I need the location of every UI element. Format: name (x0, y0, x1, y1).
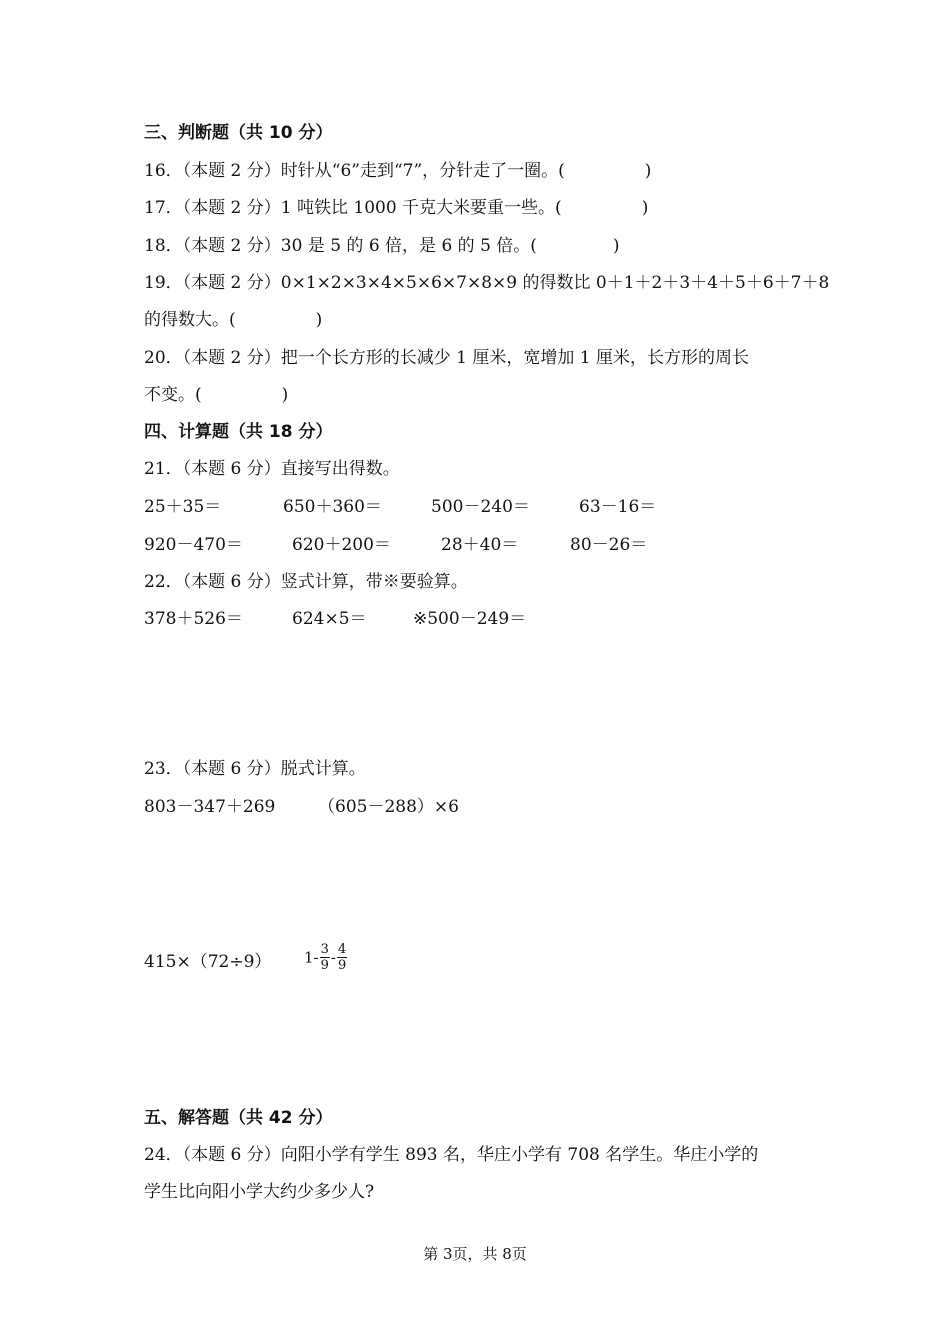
question-23: 23．（本题 6 分）脱式计算。 (144, 759, 366, 779)
q22-item: 624×5＝ (292, 609, 367, 629)
q21-item: 620＋200＝ (292, 535, 391, 555)
q21-item: 25＋35＝ (144, 497, 222, 517)
fraction-numerator: 4 (337, 942, 347, 957)
question-19-line1: 19．（本题 2 分）0×1×2×3×4×5×6×7×8×9 的得数比 0＋1＋2＋3＋4＋5＋6＋7＋8 (144, 273, 830, 293)
question-17-close: ) (641, 198, 649, 218)
section-heading-judgment: 三、判断题（共 10 分） (144, 123, 333, 143)
frac-minus: - (330, 948, 336, 967)
q23-item: （605－288）×6 (318, 797, 459, 817)
question-19-close: ) (315, 310, 323, 330)
question-20-line2 (144, 383, 288, 407)
question-16 (144, 159, 651, 183)
fraction-denominator: 9 (337, 958, 347, 973)
question-18 (144, 234, 620, 258)
question-18-text: 18．（本题 2 分）30 是 5 的 6 倍，是 6 的 5 倍。( (144, 236, 537, 256)
page-footer: 第 3页，共 8页 (423, 1245, 527, 1263)
fraction (337, 942, 347, 973)
section-heading-solution: 五、解答题（共 42 分） (144, 1108, 333, 1128)
question-17-text: 17．（本题 2 分）1 吨铁比 1000 千克大米要重一些。( (144, 198, 562, 218)
fraction-numerator: 3 (320, 942, 329, 957)
q23-item: 415×（72÷9） (144, 952, 272, 972)
q21-item: 500－240＝ (431, 497, 530, 517)
fraction (320, 942, 330, 973)
q21-item: 80－26＝ (570, 535, 648, 555)
q21-item: 63－16＝ (579, 497, 657, 517)
q22-item: ※500－249＝ (413, 609, 527, 629)
q21-item: 28＋40＝ (441, 535, 519, 555)
question-24-line2: 学生比向阳小学大约少多少人? (144, 1182, 375, 1202)
question-19-line2 (144, 308, 322, 332)
question-20-text: 不变。( (144, 385, 202, 405)
q22-item: 378＋526＝ (144, 609, 243, 629)
question-16-close: ) (644, 161, 652, 181)
question-20-close: ) (281, 385, 289, 405)
question-16-text: 16．（本题 2 分）时针从“6”走到“7”，分针走了一圈。( (144, 161, 565, 181)
frac-lead: 1- (304, 948, 319, 967)
q21-row1 (0, 495, 950, 519)
question-24-line1: 24．（本题 6 分）向阳小学有学生 893 名，华庄小学有 708 名学生。华庄小学的 (144, 1145, 759, 1165)
q21-item: 920－470＝ (144, 535, 243, 555)
q22-row (0, 607, 950, 631)
q23-item: 803－347＋269 (144, 797, 276, 817)
question-20-line1: 20．（本题 2 分）把一个长方形的长减少 1 厘米，宽增加 1 厘米，长方形的周长 (144, 348, 750, 368)
q21-item: 650＋360＝ (283, 497, 382, 517)
question-21: 21．（本题 6 分）直接写出得数。 (144, 459, 400, 479)
question-17 (144, 196, 648, 220)
q23-row2 (0, 942, 950, 984)
q21-row2 (0, 533, 950, 557)
fraction-denominator: 9 (320, 958, 329, 973)
question-18-close: ) (612, 236, 620, 256)
section-heading-calculation: 四、计算题（共 18 分） (144, 422, 333, 442)
question-19-text: 的得数大。( (144, 310, 236, 330)
question-22: 22．（本题 6 分）竖式计算，带※要验算。 (144, 572, 468, 592)
q23-fraction-expression (304, 942, 348, 973)
q23-row1 (0, 795, 950, 819)
